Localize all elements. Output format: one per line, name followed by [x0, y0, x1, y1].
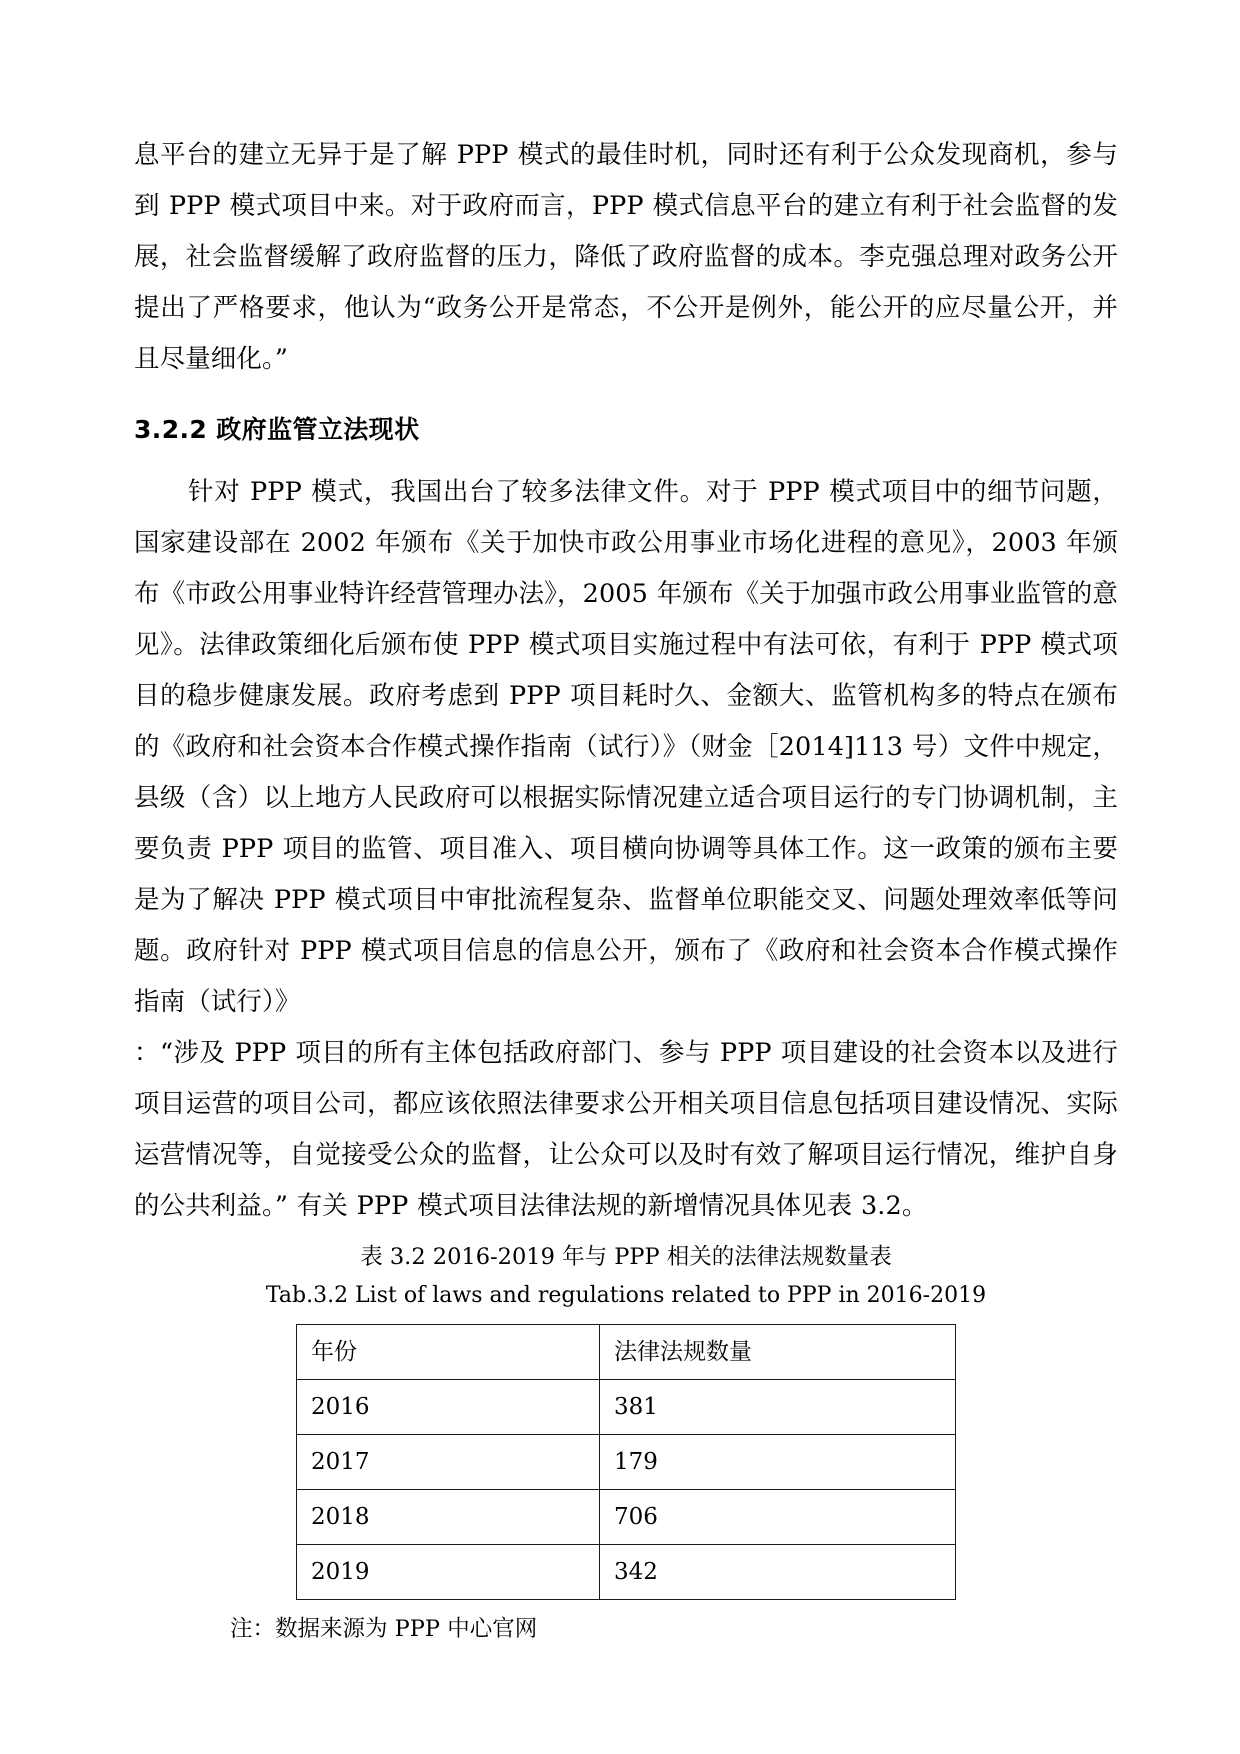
paragraph-quoted-regulation: ：“涉及 PPP 项目的所有主体包括政府部门、参与 PPP 项目建设的社会资本以及进行项目运营的项目公司，都应该依照法律要求公开相关项目信息包括项目建设情况、实际运营情况等，自觉接受公众的监督，让公众可以及时有效了解项目运行情况，维护自身的公共利益。” 有关 PPP 模式项目法律法规的新增情况具体见表 3.2。 [134, 1038, 1118, 1221]
section-heading-3-2-2: 3.2.2 政府监管立法现状 [134, 415, 420, 444]
table-cell-year: 2018 [297, 1490, 600, 1545]
table-cell-count: 342 [600, 1545, 956, 1600]
table-header-count: 法律法规数量 [600, 1325, 956, 1380]
table-cell-count: 179 [600, 1435, 956, 1490]
table-header-row [297, 1325, 956, 1380]
laws-regulations-table [296, 1324, 956, 1600]
table-cell-year: 2019 [297, 1545, 600, 1600]
table-header-year: 年份 [297, 1325, 600, 1380]
table-cell-count: 381 [600, 1380, 956, 1435]
table-row [297, 1545, 956, 1600]
table-source-note: 注：数据来源为 PPP 中心官网 [230, 1616, 538, 1642]
paragraph-main-body: 针对 PPP 模式，我国出台了较多法律文件。对于 PPP 模式项目中的细节问题，国家建设部在 2002 年颁布《关于加快市政公用事业市场化进程的意见》，2003 年颁布《市政公用事业特许经营管理办法》，2005 年颁布《关于加强市政公用事业监管的意见》。法律政策细化后颁布使 PPP 模式项目实施过程中有法可依，有利于 PPP 模式项目的稳步健康发展。政府考虑到 PPP 项目耗时久、金额大、监管机构多的特点在颁布的《政府和社会资本合作模式操作指南（试行）》（财金［2014]113 号）文件中规定，县级（含）以上地方人民政府可以根据实际情况建立适合项目运行的专门协调机制，主要负责 PPP 项目的监管、项目准入、项目横向协调等具体工作。这一政策的颁布主要是为了解决 PPP 模式项目中审批流程复杂、监督单位职能交叉、问题处理效率低等问题。政府针对 PPP 模式项目信息的信息公开，颁布了《政府和社会资本合作模式操作指南（试行）》 [134, 477, 1118, 1017]
paragraph-continued: 息平台的建立无异于是了解 PPP 模式的最佳时机，同时还有利于公众发现商机，参与到 PPP 模式项目中来。对于政府而言，PPP 模式信息平台的建立有利于社会监督的发展，社会监督缓解了政府监督的压力，降低了政府监督的成本。李克强总理对政务公开提出了严格要求，他认为“政务公开是常态，不公开是例外，能公开的应尽量公开，并且尽量细化。” [134, 140, 1118, 374]
table-cell-year: 2017 [297, 1435, 600, 1490]
table-cell-count: 706 [600, 1490, 956, 1545]
table-caption-english: Tab.3.2 List of laws and regulations related to PPP in 2016-2019 [265, 1283, 987, 1308]
table-row [297, 1490, 956, 1545]
table-row [297, 1435, 956, 1490]
table-row [297, 1380, 956, 1435]
table-cell-year: 2016 [297, 1380, 600, 1435]
table-caption-chinese: 表 3.2 2016-2019 年与 PPP 相关的法律法规数量表 [360, 1244, 892, 1270]
